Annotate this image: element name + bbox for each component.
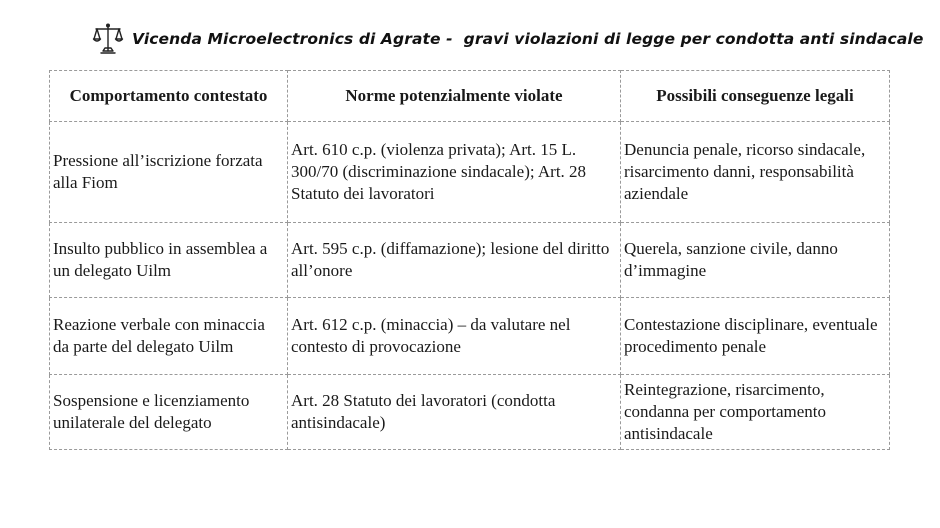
table-row (50, 223, 890, 298)
page-title: Vicenda Microelectronics di Agrate - gravi violazioni di legge per condotta anti sindacale (132, 30, 924, 48)
cell-behavior: Pressione all’iscrizione forzata alla Fiom (50, 122, 288, 223)
table-row (50, 298, 890, 375)
cell-norms: Art. 610 c.p. (violenza privata); Art. 15 L. 300/70 (discriminazione sindacale); Art. 28 Statuto dei lavoratori (288, 122, 621, 223)
cell-consequences: Contestazione disciplinare, eventuale procedimento penale (621, 298, 890, 375)
column-header-consequences: Possibili conseguenze legali (621, 71, 890, 122)
cell-consequences: Querela, sanzione civile, danno d’immagine (621, 223, 890, 298)
cell-behavior: Insulto pubblico in assemblea a un delegato Uilm (50, 223, 288, 298)
scales-of-justice-icon (92, 22, 124, 56)
page-header (92, 20, 923, 58)
cell-consequences: Denuncia penale, ricorso sindacale, risarcimento danni, responsabilità aziendale (621, 122, 890, 223)
cell-behavior: Reazione verbale con minaccia da parte del delegato Uilm (50, 298, 288, 375)
table-row (50, 375, 890, 450)
table-row (50, 122, 890, 223)
legal-violations-table (49, 70, 890, 450)
cell-consequences: Reintegrazione, risarcimento, condanna per comportamento antisindacale (621, 375, 890, 450)
table-header-row (50, 71, 890, 122)
cell-norms: Art. 28 Statuto dei lavoratori (condotta antisindacale) (288, 375, 621, 450)
cell-norms: Art. 595 c.p. (diffamazione); lesione del diritto all’onore (288, 223, 621, 298)
cell-norms: Art. 612 c.p. (minaccia) – da valutare nel contesto di provocazione (288, 298, 621, 375)
column-header-behavior: Comportamento contestato (50, 71, 288, 122)
column-header-norms: Norme potenzialmente violate (288, 71, 621, 122)
cell-behavior: Sospensione e licenziamento unilaterale del delegato (50, 375, 288, 450)
